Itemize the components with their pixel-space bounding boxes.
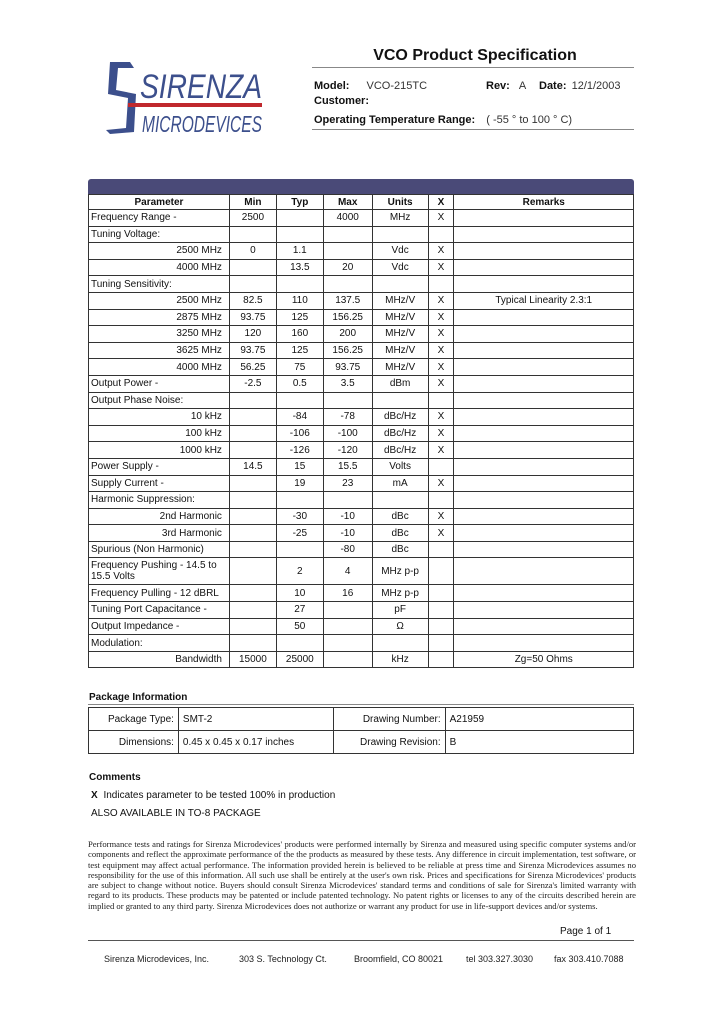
spec-row (89, 558, 634, 585)
remarks-cell (454, 508, 634, 525)
units-cell: dBc (372, 508, 428, 525)
typ-cell: 25000 (276, 651, 323, 668)
min-cell (229, 635, 276, 652)
remarks-cell (454, 558, 634, 585)
temp-label: Operating Temperature Range: (314, 114, 476, 126)
package-table (88, 707, 634, 754)
spec-row (89, 442, 634, 459)
min-cell: 14.5 (229, 458, 276, 475)
package-heading: Package Information (89, 692, 188, 703)
x-cell: X (428, 525, 454, 542)
x-cell (428, 458, 454, 475)
units-cell (372, 635, 428, 652)
typ-cell (276, 541, 323, 558)
min-cell (229, 226, 276, 243)
spec-row (89, 585, 634, 602)
min-cell (229, 602, 276, 619)
x-cell: X (428, 326, 454, 343)
spec-row (89, 309, 634, 326)
footer-tel: tel 303.327.3030 (466, 954, 534, 964)
customer-label: Customer: (314, 95, 370, 107)
typ-cell: 160 (276, 326, 323, 343)
x-cell (428, 618, 454, 635)
date-label: Date: (539, 80, 567, 92)
model-label: Model: (314, 80, 350, 92)
units-cell: MHz/V (372, 359, 428, 376)
col-min: Min (229, 195, 276, 210)
x-cell: X (428, 210, 454, 227)
max-cell: 3.5 (323, 375, 372, 392)
spec-row (89, 375, 634, 392)
min-cell (229, 276, 276, 293)
units-cell: MHz (372, 210, 428, 227)
param-cell: Bandwidth (89, 651, 230, 668)
remarks-cell (454, 585, 634, 602)
x-cell (428, 392, 454, 409)
dimensions-label: Dimensions: (89, 731, 179, 754)
x-cell: X (428, 292, 454, 309)
col-parameter: Parameter (89, 195, 230, 210)
param-cell: Output Phase Noise: (89, 392, 230, 409)
remarks-cell (454, 425, 634, 442)
spec-table (88, 194, 634, 668)
max-cell: -78 (323, 409, 372, 426)
min-cell: 56.25 (229, 359, 276, 376)
x-cell: X (428, 375, 454, 392)
typ-cell: 10 (276, 585, 323, 602)
units-cell: Vdc (372, 259, 428, 276)
min-cell (229, 492, 276, 509)
remarks-cell (454, 326, 634, 343)
typ-cell: 15 (276, 458, 323, 475)
model-row (314, 80, 427, 92)
date-row (539, 80, 621, 92)
max-cell: 200 (323, 326, 372, 343)
param-cell: 3250 MHz (89, 326, 230, 343)
param-cell: Output Impedance - (89, 618, 230, 635)
package-rule (88, 704, 634, 705)
spec-row (89, 359, 634, 376)
typ-cell: -106 (276, 425, 323, 442)
typ-cell: -84 (276, 409, 323, 426)
remarks-cell (454, 409, 634, 426)
units-cell: dBc/Hz (372, 442, 428, 459)
dimensions-value: 0.45 x 0.45 x 0.17 inches (178, 731, 333, 754)
max-cell (323, 492, 372, 509)
param-cell: Spurious (Non Harmonic) (89, 541, 230, 558)
x-cell: X (428, 259, 454, 276)
min-cell (229, 541, 276, 558)
param-cell: 2500 MHz (89, 243, 230, 260)
x-cell: X (428, 442, 454, 459)
param-cell: 100 kHz (89, 425, 230, 442)
typ-cell (276, 226, 323, 243)
disclaimer-text: Performance tests and ratings for Sirenza Microdevices' products were performed internally by Sirenza and measured using specific computer systems and/or components and reflect the approximate performance of the the products as measured by these tests. Any difference in circuit implementation, test software, or test equipment may affect actual performance. The information provided herein is believed to be reliable at press time and Sirenza Microdevices assumes no responsibility for the use of this information. All such use shall be entirely at the user's own risk. Prices and specifications for Sirenza Microdevices' products are subject to change without notice. Buyers should consult Sirenza Microdevices' standard terms and conditions of sale for Sirenza's limited warranty with regard to its products. These products may be patented or include patented technology. No patent rights or licenses to any of the circuits described herein are implied or granted to any third party. Sirenza Microdevices does not authorize or warrant any product for use in life-support devices and/or systems. (88, 839, 636, 911)
x-cell (428, 541, 454, 558)
min-cell: 82.5 (229, 292, 276, 309)
remarks-cell (454, 442, 634, 459)
remarks-cell (454, 618, 634, 635)
typ-cell: -25 (276, 525, 323, 542)
param-cell: 10 kHz (89, 409, 230, 426)
spec-row (89, 276, 634, 293)
col-remarks: Remarks (454, 195, 634, 210)
x-cell: X (428, 508, 454, 525)
typ-cell: 2 (276, 558, 323, 585)
doc-title: VCO Product Specification (373, 47, 577, 64)
param-cell: Modulation: (89, 635, 230, 652)
rev-value: A (518, 80, 527, 92)
max-cell (323, 651, 372, 668)
units-cell: kHz (372, 651, 428, 668)
max-cell (323, 618, 372, 635)
param-cell: Tuning Voltage: (89, 226, 230, 243)
rev-row (486, 80, 526, 92)
param-cell: Tuning Sensitivity: (89, 276, 230, 293)
param-cell: 4000 MHz (89, 259, 230, 276)
logo-word-microdevices: MICRODEVICES (142, 111, 263, 137)
remarks-cell (454, 259, 634, 276)
model-value: VCO-215TC (366, 80, 428, 92)
min-cell: 120 (229, 326, 276, 343)
x-cell: X (428, 425, 454, 442)
comment-also-available: ALSO AVAILABLE IN TO-8 PACKAGE (91, 808, 261, 819)
logo-s-mark (106, 62, 136, 134)
date-value: 12/1/2003 (571, 80, 621, 92)
remarks-cell (454, 475, 634, 492)
sirenza-logo (104, 58, 266, 138)
title-rule (312, 67, 634, 68)
param-cell: Frequency Pushing - 14.5 to 15.5 Volts (89, 558, 230, 585)
typ-cell (276, 392, 323, 409)
units-cell (372, 276, 428, 293)
max-cell (323, 392, 372, 409)
package-row (89, 708, 634, 731)
package-row (89, 731, 634, 754)
min-cell: -2.5 (229, 375, 276, 392)
col-x: X (428, 195, 454, 210)
min-cell (229, 442, 276, 459)
param-cell: 1000 kHz (89, 442, 230, 459)
units-cell: Vdc (372, 243, 428, 260)
units-cell (372, 226, 428, 243)
spec-row (89, 635, 634, 652)
typ-cell: 125 (276, 342, 323, 359)
temp-value: ( -55 ° to 100 ° C) (486, 114, 573, 126)
typ-cell: -126 (276, 442, 323, 459)
x-cell: X (428, 309, 454, 326)
spec-row (89, 409, 634, 426)
units-cell: MHz/V (372, 342, 428, 359)
min-cell (229, 475, 276, 492)
units-cell: dBc/Hz (372, 425, 428, 442)
max-cell (323, 602, 372, 619)
footer-address: 303 S. Technology Ct. (239, 954, 327, 964)
param-cell: Frequency Pulling - 12 dBRL (89, 585, 230, 602)
min-cell (229, 425, 276, 442)
typ-cell: 13.5 (276, 259, 323, 276)
param-cell: 2500 MHz (89, 292, 230, 309)
drawing-number-value: A21959 (445, 708, 633, 731)
typ-cell (276, 635, 323, 652)
typ-cell (276, 492, 323, 509)
units-cell: dBc (372, 525, 428, 542)
typ-cell: 125 (276, 309, 323, 326)
footer-rule (88, 940, 634, 941)
x-cell (428, 635, 454, 652)
spec-row (89, 492, 634, 509)
units-cell: Ω (372, 618, 428, 635)
col-max: Max (323, 195, 372, 210)
min-cell: 93.75 (229, 342, 276, 359)
table-top-bar (88, 179, 634, 194)
drawing-revision-value: B (445, 731, 633, 754)
max-cell: 4 (323, 558, 372, 585)
x-cell (428, 602, 454, 619)
units-cell: Volts (372, 458, 428, 475)
max-cell: 15.5 (323, 458, 372, 475)
max-cell: 156.25 (323, 309, 372, 326)
logo-word-sirenza: SIRENZA (140, 68, 262, 106)
package-type-label: Package Type: (89, 708, 179, 731)
min-cell (229, 259, 276, 276)
param-cell: 3625 MHz (89, 342, 230, 359)
rev-label: Rev: (486, 80, 510, 92)
max-cell (323, 243, 372, 260)
remarks-cell (454, 359, 634, 376)
param-cell: Tuning Port Capacitance - (89, 602, 230, 619)
remarks-cell (454, 309, 634, 326)
remarks-cell: Zg=50 Ohms (454, 651, 634, 668)
drawing-revision-label: Drawing Revision: (333, 731, 445, 754)
x-note-text: Indicates parameter to be tested 100% in production (103, 790, 336, 801)
param-cell: 3rd Harmonic (89, 525, 230, 542)
col-typ: Typ (276, 195, 323, 210)
typ-cell: 50 (276, 618, 323, 635)
units-cell: MHz/V (372, 326, 428, 343)
max-cell (323, 226, 372, 243)
min-cell (229, 409, 276, 426)
remarks-cell (454, 276, 634, 293)
spec-row (89, 475, 634, 492)
remarks-cell (454, 210, 634, 227)
spec-row (89, 342, 634, 359)
spec-row (89, 651, 634, 668)
max-cell: 20 (323, 259, 372, 276)
remarks-cell (454, 243, 634, 260)
remarks-cell (454, 602, 634, 619)
remarks-cell (454, 492, 634, 509)
max-cell: -80 (323, 541, 372, 558)
min-cell: 15000 (229, 651, 276, 668)
remarks-cell (454, 342, 634, 359)
x-cell: X (428, 409, 454, 426)
x-cell (428, 651, 454, 668)
remarks-cell (454, 226, 634, 243)
units-cell: pF (372, 602, 428, 619)
param-cell: Harmonic Suppression: (89, 492, 230, 509)
page-number: Page 1 of 1 (560, 926, 612, 937)
x-cell: X (428, 342, 454, 359)
spec-row (89, 508, 634, 525)
max-cell: -120 (323, 442, 372, 459)
param-cell: Output Power - (89, 375, 230, 392)
max-cell: -100 (323, 425, 372, 442)
max-cell: -10 (323, 525, 372, 542)
max-cell (323, 635, 372, 652)
typ-cell: -30 (276, 508, 323, 525)
units-cell: mA (372, 475, 428, 492)
spec-row (89, 618, 634, 635)
footer-fax: fax 303.410.7088 (554, 954, 624, 964)
x-cell: X (428, 475, 454, 492)
units-cell: MHz/V (372, 292, 428, 309)
typ-cell (276, 276, 323, 293)
max-cell: -10 (323, 508, 372, 525)
col-units: Units (372, 195, 428, 210)
remarks-cell (454, 635, 634, 652)
remarks-cell (454, 541, 634, 558)
typ-cell: 1.1 (276, 243, 323, 260)
temp-row (314, 114, 572, 126)
header-rule (312, 129, 634, 130)
spec-row (89, 226, 634, 243)
spec-row (89, 602, 634, 619)
units-cell: MHz p-p (372, 558, 428, 585)
footer-city: Broomfield, CO 80021 (354, 954, 444, 964)
spec-body (89, 210, 634, 668)
comments-heading: Comments (89, 772, 141, 783)
x-cell (428, 492, 454, 509)
typ-cell: 19 (276, 475, 323, 492)
min-cell (229, 618, 276, 635)
remarks-cell (454, 375, 634, 392)
param-cell: Frequency Range - (89, 210, 230, 227)
x-cell: X (428, 359, 454, 376)
param-cell: Supply Current - (89, 475, 230, 492)
spec-row (89, 458, 634, 475)
spec-row (89, 243, 634, 260)
spec-row (89, 392, 634, 409)
spec-row (89, 259, 634, 276)
spec-row (89, 541, 634, 558)
param-cell: Power Supply - (89, 458, 230, 475)
spec-row (89, 525, 634, 542)
x-cell: X (428, 243, 454, 260)
customer-row (314, 95, 369, 107)
x-cell (428, 226, 454, 243)
remarks-cell: Typical Linearity 2.3:1 (454, 292, 634, 309)
max-cell: 23 (323, 475, 372, 492)
min-cell (229, 585, 276, 602)
min-cell (229, 392, 276, 409)
units-cell (372, 392, 428, 409)
units-cell: dBc (372, 541, 428, 558)
min-cell: 0 (229, 243, 276, 260)
max-cell: 137.5 (323, 292, 372, 309)
typ-cell: 75 (276, 359, 323, 376)
x-cell (428, 276, 454, 293)
param-cell: 2nd Harmonic (89, 508, 230, 525)
min-cell (229, 558, 276, 585)
x-cell (428, 585, 454, 602)
units-cell: dBc/Hz (372, 409, 428, 426)
param-cell: 4000 MHz (89, 359, 230, 376)
remarks-cell (454, 525, 634, 542)
units-cell: dBm (372, 375, 428, 392)
typ-cell: 0.5 (276, 375, 323, 392)
footer-company: Sirenza Microdevices, Inc. (104, 954, 210, 964)
typ-cell: 27 (276, 602, 323, 619)
typ-cell (276, 210, 323, 227)
max-cell: 4000 (323, 210, 372, 227)
units-cell (372, 492, 428, 509)
units-cell: MHz/V (372, 309, 428, 326)
remarks-cell (454, 458, 634, 475)
x-cell (428, 558, 454, 585)
spec-row (89, 292, 634, 309)
spec-header-row (89, 195, 634, 210)
typ-cell: 110 (276, 292, 323, 309)
max-cell: 93.75 (323, 359, 372, 376)
spec-row (89, 210, 634, 227)
package-type-value: SMT-2 (178, 708, 333, 731)
max-cell: 156.25 (323, 342, 372, 359)
units-cell: MHz p-p (372, 585, 428, 602)
min-cell: 93.75 (229, 309, 276, 326)
spec-row (89, 425, 634, 442)
min-cell (229, 525, 276, 542)
max-cell (323, 276, 372, 293)
drawing-number-label: Drawing Number: (333, 708, 445, 731)
param-cell: 2875 MHz (89, 309, 230, 326)
max-cell: 16 (323, 585, 372, 602)
comment-x-note (91, 790, 335, 801)
min-cell: 2500 (229, 210, 276, 227)
remarks-cell (454, 392, 634, 409)
x-marker: X (91, 790, 98, 801)
min-cell (229, 508, 276, 525)
spec-row (89, 326, 634, 343)
